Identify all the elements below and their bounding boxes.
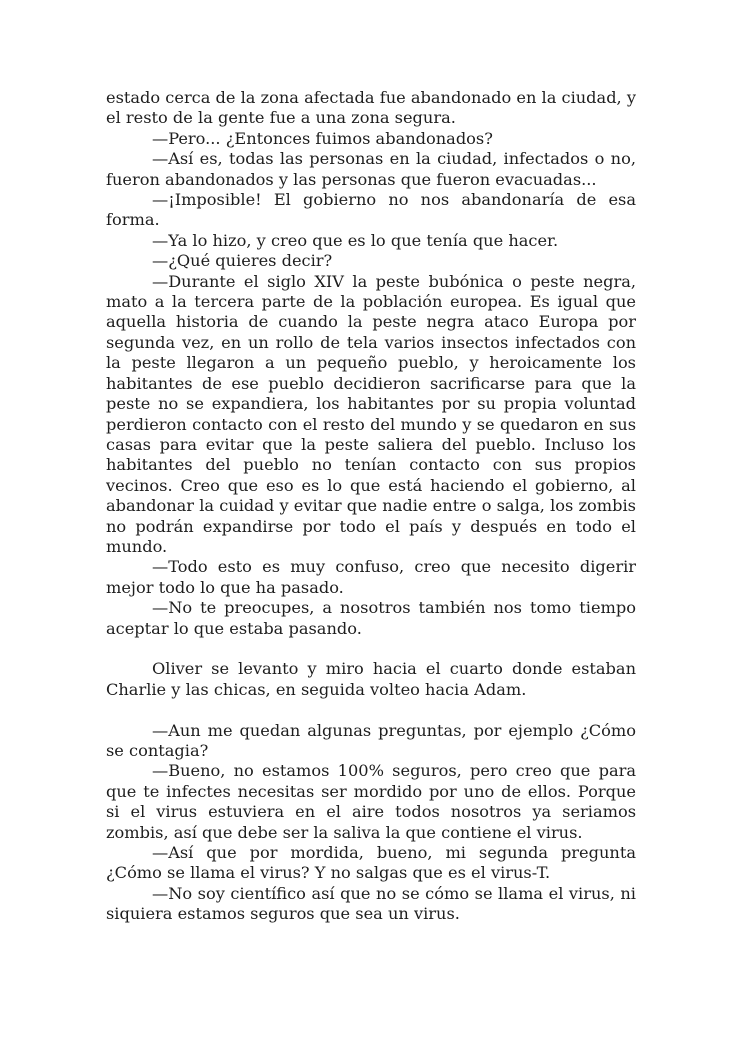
paragraph: —Aun me quedan algunas preguntas, por ejemplo ¿Cómo se contagia?: [106, 720, 636, 760]
paragraph: —Bueno, no estamos 100% seguros, pero creo que para que te infectes necesitas ser mordido por uno de ellos. Porque si el virus estuviera en el aire todos nosotros ya seriamos zombis, así que debe ser la saliva la que contiene el virus.: [106, 761, 636, 842]
paragraph: —No te preocupes, a nosotros también nos tomo tiempo aceptar lo que estaba pasando.: [106, 598, 636, 638]
paragraph: —No soy científico así que no se cómo se llama el virus, ni siquiera estamos seguros que sea un virus.: [106, 883, 636, 924]
paragraph: —Así que por mordida, bueno, mi segunda pregunta ¿Cómo se llama el virus? Y no salgas que es el virus-T.: [106, 843, 636, 883]
paragraph: —Así es, todas las personas en la ciudad, infectados o no, fueron abandonados y las personas que fueron evacuadas...: [106, 149, 636, 189]
paragraph: —¿Qué quieres decir?: [152, 251, 333, 271]
paragraph: estado cerca de la zona afectada fue abandonado en la ciudad, y el resto de la gente fue a una zona segura.: [106, 88, 636, 128]
paragraph: Oliver se levanto y miro hacia el cuarto donde estaban Charlie y las chicas, en seguida volteo hacia Adam.: [106, 659, 636, 699]
paragraph: —Durante el siglo XIV la peste bubónica o peste negra, mato a la tercera parte de la población europea. Es igual que aquella historia de cuando la peste negra ataco Europa por segunda vez, en un rollo de tela varios insectos infectados con la peste llegaron a un pequeño pueblo, y heroicamente los habitantes de ese pueblo decidieron sacrificarse para que la peste no se expandiera, los habitantes por su propia voluntad perdieron contacto con el resto del mundo y se quedaron en sus casas para evitar que la peste saliera del pueblo. Incluso los habitantes del pueblo no tenían contacto con sus propios vecinos. Creo que eso es lo que está haciendo el gobierno, al abandonar la cuidad y evitar que nadie entre o salga, los zombis no podrán expandirse por todo el país y después en todo el mundo.: [106, 271, 636, 556]
paragraph: —¡Imposible! El gobierno no nos abandonaría de esa forma.: [106, 190, 636, 230]
paragraph: —Ya lo hizo, y creo que es lo que tenía que hacer.: [152, 230, 559, 250]
document-page: [106, 88, 636, 925]
paragraph: —Pero... ¿Entonces fuimos abandonados?: [152, 128, 493, 148]
paragraph: —Todo esto es muy confuso, creo que necesito digerir mejor todo lo que ha pasado.: [106, 557, 636, 597]
